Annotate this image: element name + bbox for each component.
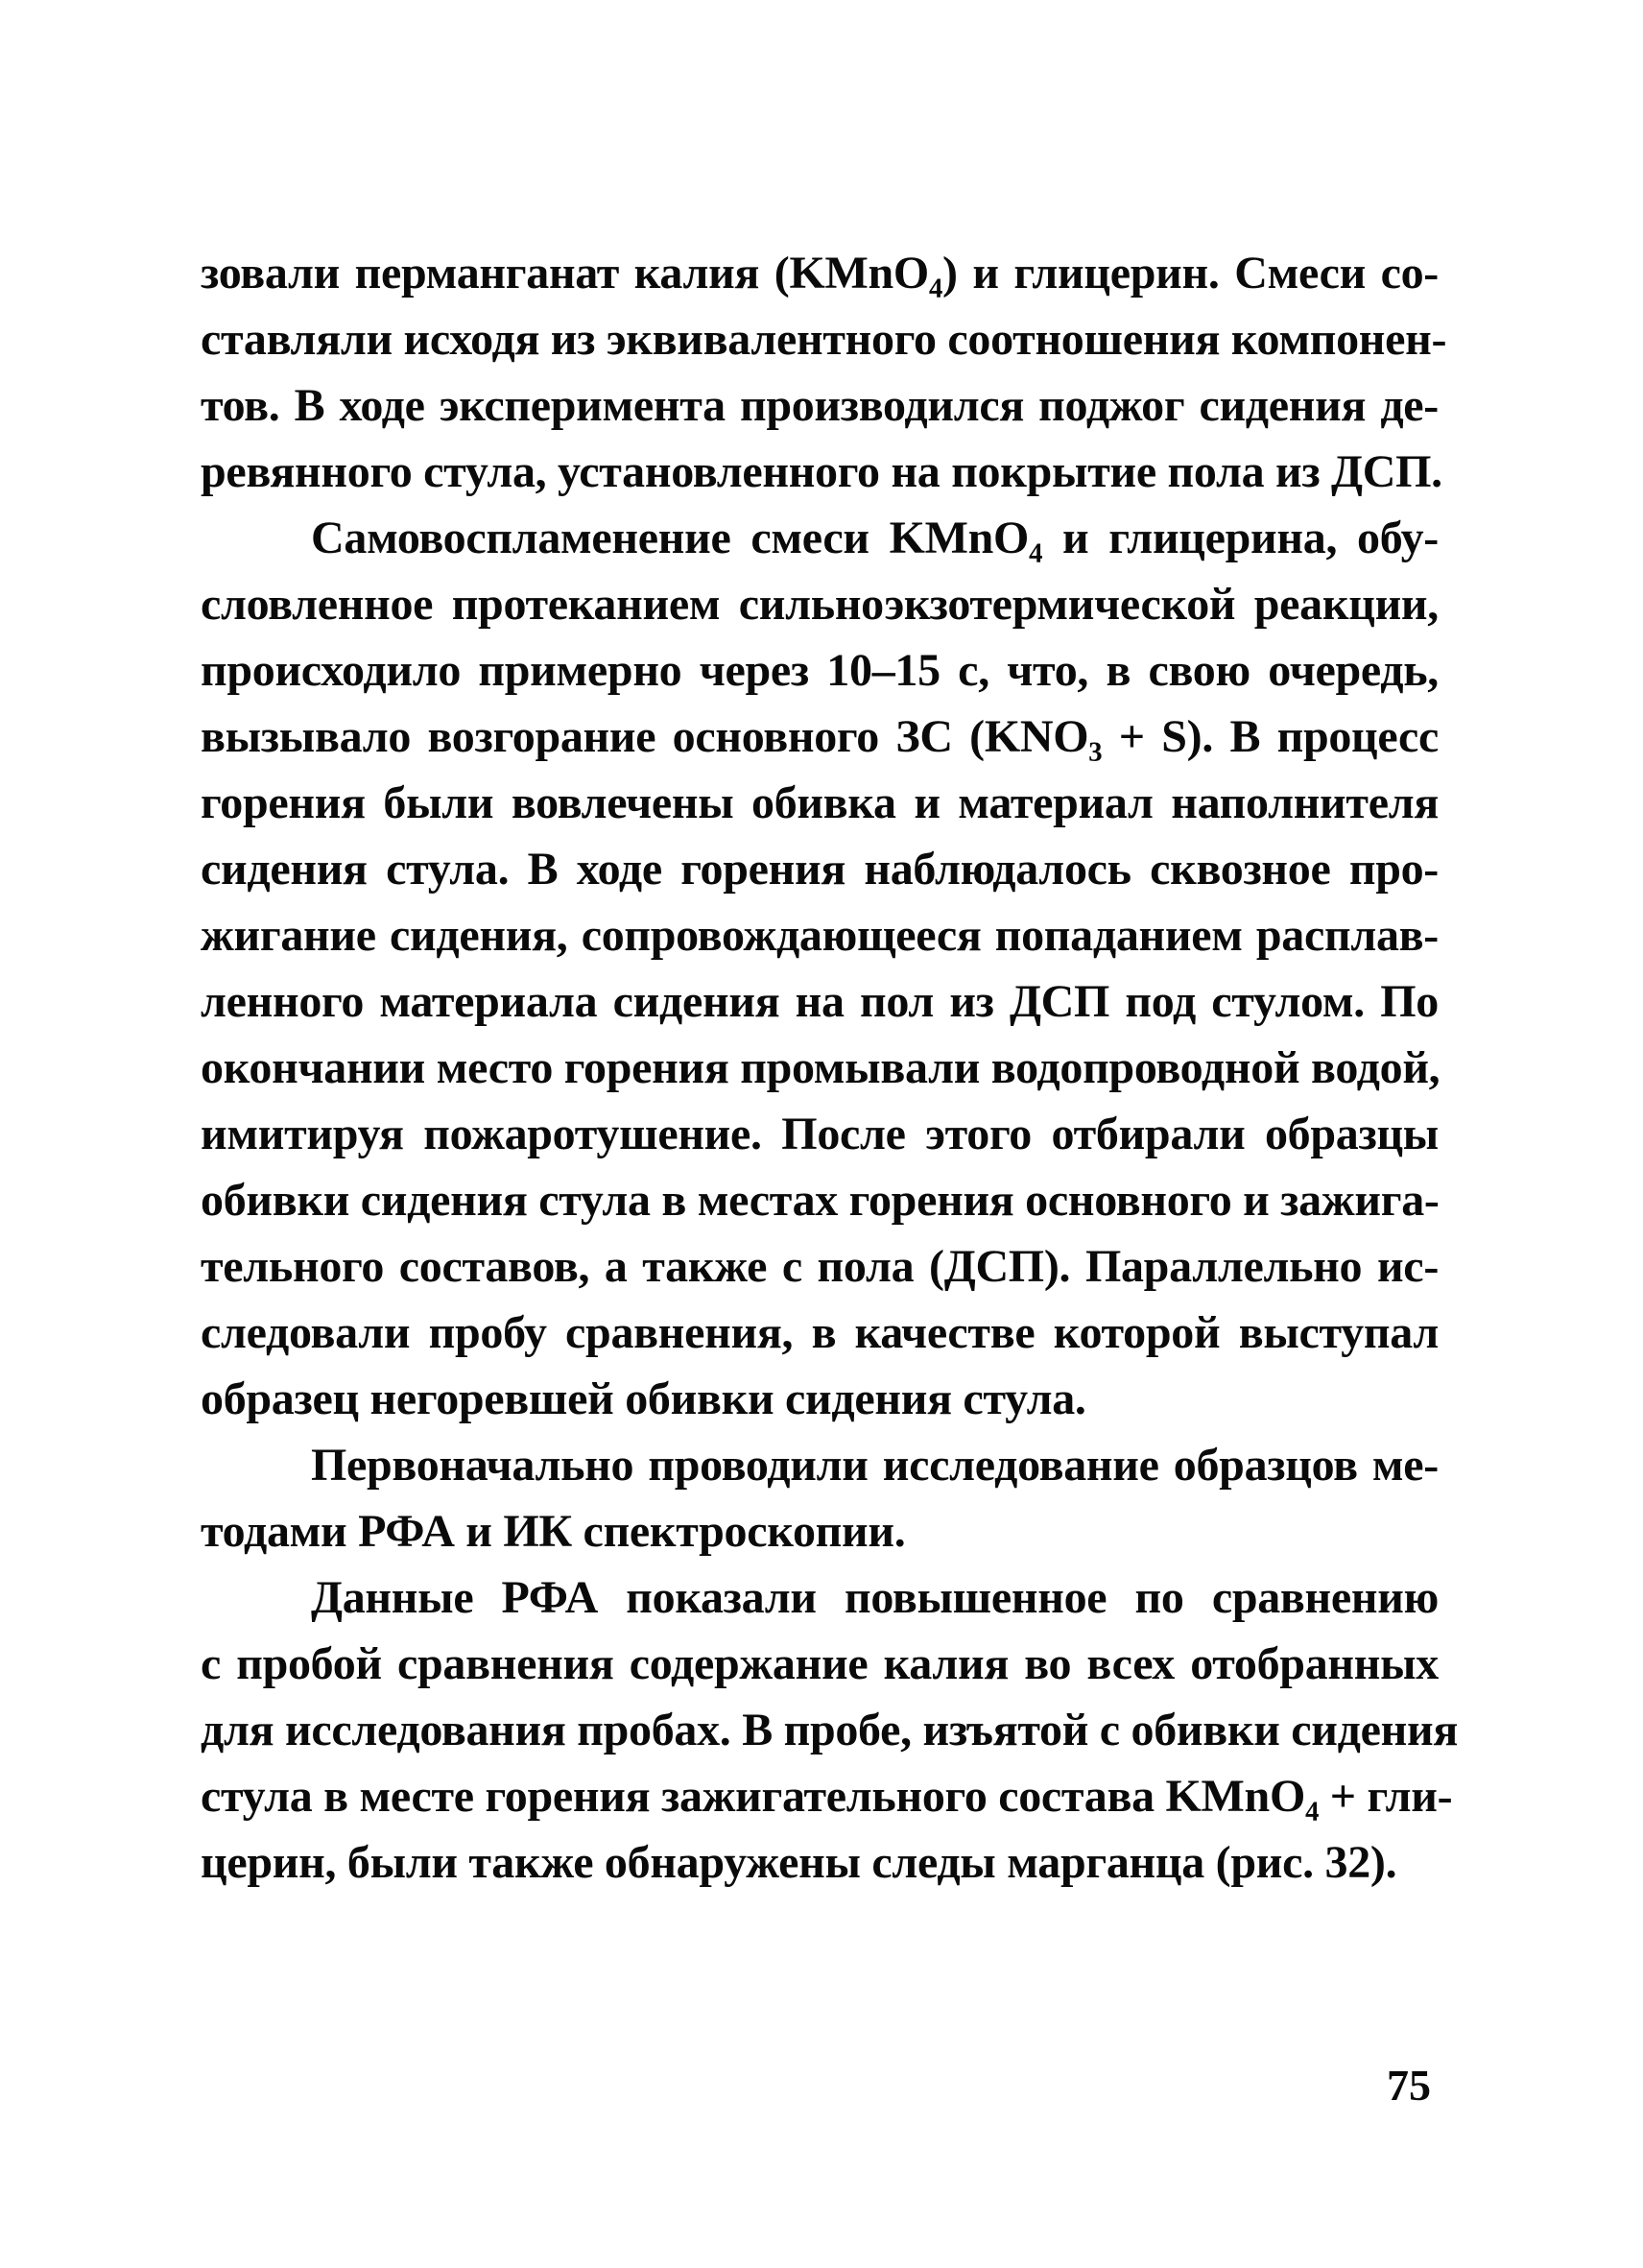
paragraph <box>201 1564 1459 1896</box>
text-line: следовали пробу сравнения, в качестве которой выступал <box>201 1307 1439 1358</box>
text-line: зовали перманганат калия (KMnO₄) и глицерин. Смеси со- <box>201 248 1439 298</box>
text-line: жигание сидения, сопровождающееся попаданием расплав- <box>201 910 1439 961</box>
text-line: тодами РФА и ИК спектроскопии. <box>201 1506 906 1557</box>
text-line: словленное протеканием сильноэкзотермической реакции, <box>201 579 1439 630</box>
text-line: ставляли исходя из эквивалентного соотношения компонен- <box>201 314 1447 365</box>
paragraph <box>201 1432 1439 1564</box>
text-line: ленного материала сидения на пол из ДСП под стулом. По <box>201 976 1439 1027</box>
text-line: горения были вовлечены обивка и материал наполнителя <box>201 777 1439 828</box>
text-line: для исследования пробах. В пробе, изъятой с обивки сидения <box>201 1705 1459 1755</box>
text-line: сидения стула. В ходе горения наблюдалось сквозное про- <box>201 844 1439 895</box>
paragraph <box>201 505 1439 1432</box>
text-line: окончании место горения промывали водопроводной водой, <box>201 1042 1441 1093</box>
text-line: Данные РФА показали повышенное по сравнению <box>311 1572 1439 1623</box>
paragraph <box>201 240 1447 505</box>
text-line: имитируя пожаротушение. После этого отбирали образцы <box>201 1109 1439 1159</box>
text-line: тов. В ходе эксперимента производился поджог сидения де- <box>201 380 1439 431</box>
text-line: Самовоспламенение смеси KMnO₄ и глицерина, обу- <box>311 513 1439 563</box>
text-line: обивки сидения стула в местах горения основного и зажига- <box>201 1175 1440 1226</box>
body-text <box>201 240 1459 1896</box>
text-line: Первоначально проводили исследование образцов ме- <box>311 1440 1439 1491</box>
page-number: 75 <box>1387 2061 1431 2110</box>
text-line: церин, были также обнаружены следы марганца (рис. 32). <box>201 1837 1397 1888</box>
text-line: стула в месте горения зажигательного состава KMnO₄ + гли- <box>201 1771 1453 1822</box>
text-line: происходило примерно через 10–15 с, что, в свою очередь, <box>201 645 1439 696</box>
text-line: вызывало возгорание основного ЗС (KNO₃ + S). В процесс <box>201 711 1439 762</box>
text-line: с пробой сравнения содержание калия во всех отобранных <box>201 1638 1439 1689</box>
text-line: тельного составов, а также с пола (ДСП). Параллельно ис- <box>201 1241 1439 1292</box>
text-line: образец негоревшей обивки сидения стула. <box>201 1373 1086 1424</box>
text-line: ревянного стула, установленного на покрытие пола из ДСП. <box>201 446 1442 497</box>
